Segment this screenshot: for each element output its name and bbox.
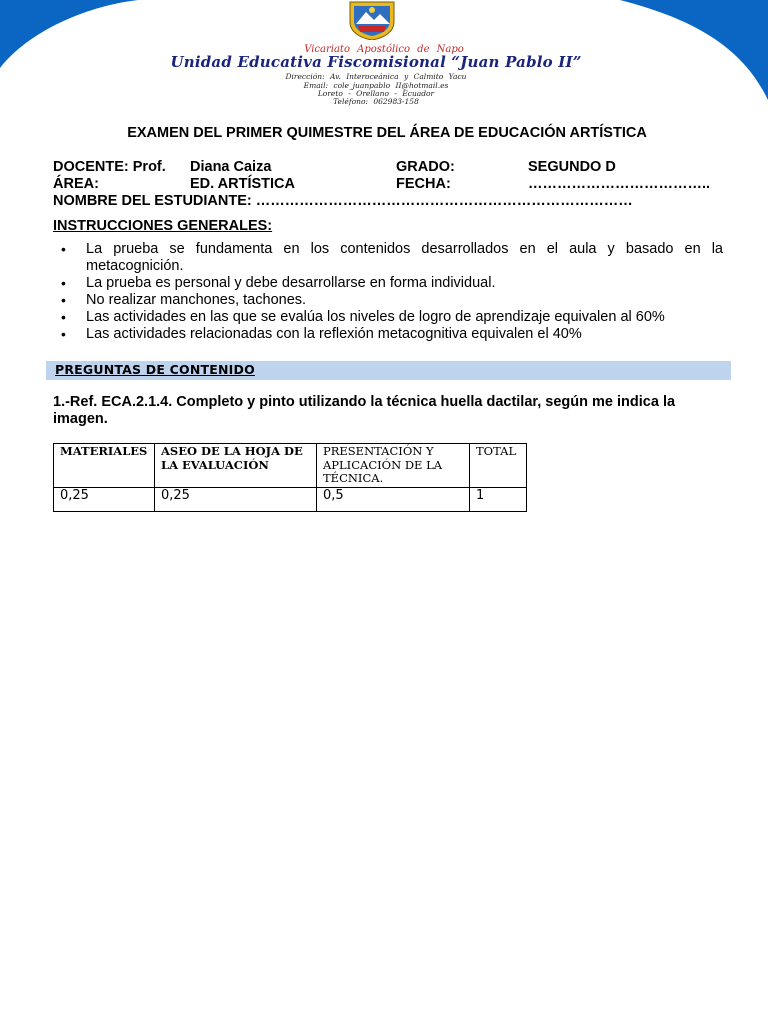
question-1: 1.-Ref. ECA.2.1.4. Completo y pinto utilizando la técnica huella dactilar, según me indica la imagen. [53,394,676,427]
list-item: • No realizar manchones, tachones. [53,292,723,309]
location-line: Loreto - Orellano - Ecuador [317,89,435,98]
address-line: Dirección: Av. Interoceánica y Calmito Yacu [285,72,467,81]
email-line: Email: cole_juanpablo II@hotmail.es [303,81,449,90]
instructions-list [53,241,723,343]
cell-materiales: 0,25 [54,488,155,512]
section-title: PREGUNTAS DE CONTENIDO [55,362,255,377]
grado-label: GRADO: [396,159,455,175]
list-item: • La prueba se fundamenta en los contenidos desarrollados en el aula y basado en la metacognición. [53,241,723,275]
cell-aseo: 0,25 [155,488,317,512]
nombre-label: NOMBRE DEL ESTUDIANTE: [53,193,252,209]
school-name: Unidad Educativa Fiscomisional “Juan Pablo II” [170,53,582,71]
docente-label: DOCENTE: Prof. [53,159,166,175]
list-item: • Las actividades en las que se evalúa los niveles de logro de aprendizaje equivalen al 60% [53,309,723,326]
header-materiales: MATERIALES [54,444,155,488]
fecha-blank[interactable]: ……………………………….. [528,176,711,192]
section-header [46,361,731,380]
header-presentacion: PRESENTACIÓN Y APLICACIÓN DE LA TÉCNICA. [317,444,470,488]
school-crest-logo [344,0,400,40]
phone-line: Teléfono: 062983-158 [333,97,419,106]
header-total: TOTAL [470,444,527,488]
list-item: • Las actividades relacionadas con la reflexión metacognitiva equivalen el 40% [53,326,723,343]
grado-value: SEGUNDO D [528,159,616,175]
area-label: ÁREA: [53,176,99,192]
vicariato-text: Vicariato Apostólico de Napo [304,44,464,55]
instructions-title: INSTRUCCIONES GENERALES: [53,218,273,234]
docente-value: Diana Caiza [190,159,272,175]
rubric-table [53,443,527,512]
table-row [54,488,527,512]
cell-presentacion: 0,5 [317,488,470,512]
nombre-estudiante-row [53,193,633,209]
area-value: ED. ARTÍSTICA [190,176,295,192]
table-header-row [54,444,527,488]
exam-title: EXAMEN DEL PRIMER QUIMESTRE DEL ÁREA DE EDUCACIÓN ARTÍSTICA [127,125,647,141]
nombre-blank[interactable]: …………………………………………………………………… [255,193,633,209]
header-aseo: ASEO DE LA HOJA DE LA EVALUACIÓN [155,444,317,488]
fecha-label: FECHA: [396,176,451,192]
list-item: • La prueba es personal y debe desarrollarse en forma individual. [53,275,723,292]
cell-total: 1 [470,488,527,512]
